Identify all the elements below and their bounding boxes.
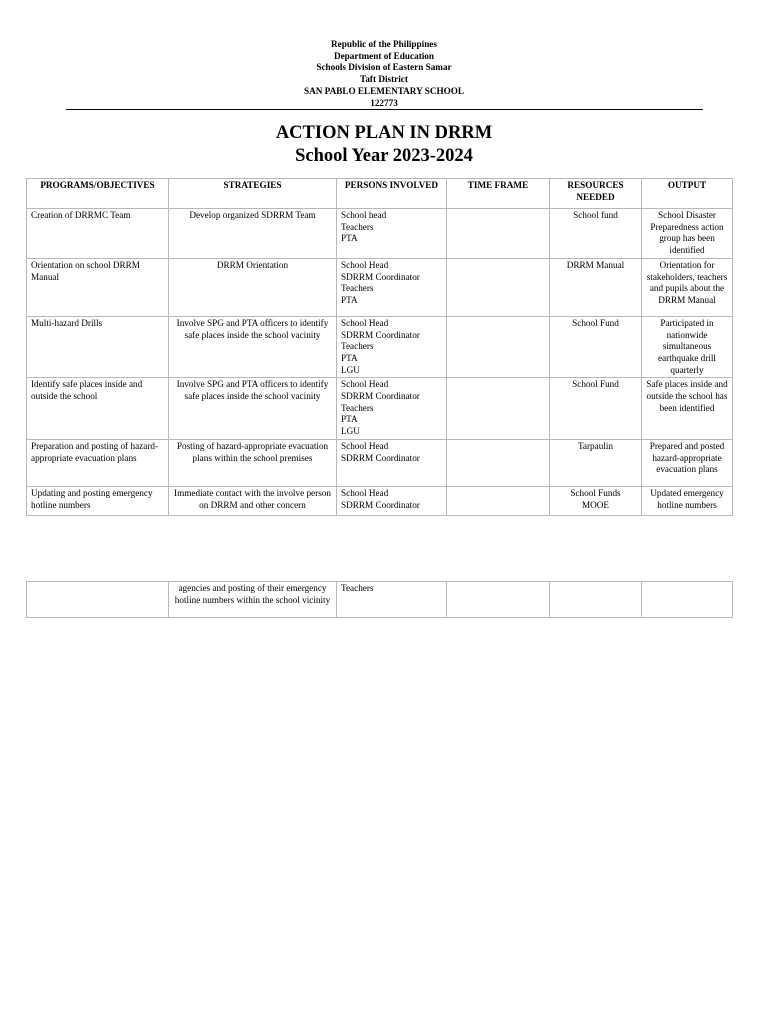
cell-strategy: Involve SPG and PTA officers to identify safe places inside the school vacinity [169, 316, 337, 378]
cell-strategy: Develop organized SDRRM Team [169, 209, 337, 259]
cell-resources: School fund [550, 209, 642, 259]
table-row [27, 582, 733, 618]
letterhead-school: SAN PABLO ELEMENTARY SCHOOL [303, 85, 465, 96]
cell-strategy: DRRM Orientation [169, 258, 337, 316]
cell-persons: Teachers [337, 582, 447, 618]
cell-output: School Disaster Preparedness action group has been identified [642, 209, 733, 259]
letterhead-district: Taft District [360, 74, 408, 85]
letterhead-school-id: 122773 [370, 97, 398, 108]
cell-program: Identify safe places inside and outside the school [27, 378, 169, 440]
cell-time-frame [447, 316, 550, 378]
cell-persons: School Head SDRRM Coordinator Teachers PTA [337, 258, 447, 316]
action-plan-table-continuation [26, 581, 733, 618]
cell-output: Updated emergency hotline numbers [642, 486, 733, 515]
cell-time-frame [447, 209, 550, 259]
cell-time-frame [447, 378, 550, 440]
cell-persons: School Head SDRRM Coordinator [337, 486, 447, 515]
cell-time-frame [447, 258, 550, 316]
header-persons: PERSONS INVOLVED [337, 179, 447, 209]
header-output: OUTPUT [642, 179, 733, 209]
letterhead-country: Republic of the Philippines [331, 39, 437, 49]
cell-output [642, 582, 733, 618]
action-plan-table [26, 178, 733, 516]
cell-program: Multi-hazard Drills [27, 316, 169, 378]
cell-strategy: agencies and posting of their emergency hotline numbers within the school vicinity [169, 582, 337, 618]
header-resources: RESOURCES NEEDED [550, 179, 642, 209]
cell-output: Participated in nationwide simultaneous earthquake drill quarterly [642, 316, 733, 378]
cell-program: Creation of DRRMC Team [27, 209, 169, 259]
table-row [27, 316, 733, 378]
cell-persons: School Head SDRRM Coordinator [337, 439, 447, 486]
table-row [27, 378, 733, 440]
cell-strategy: Posting of hazard-appropriate evacuation plans within the school premises [169, 439, 337, 486]
cell-time-frame [447, 582, 550, 618]
header-strategies: STRATEGIES [169, 179, 337, 209]
cell-output: Orientation for stakeholders, teachers and pupils about the DRRM Manual [642, 258, 733, 316]
cell-output: Prepared and posted hazard-appropriate evacuation plans [642, 439, 733, 486]
title-main: ACTION PLAN IN DRRM [275, 123, 493, 143]
cell-program [27, 582, 169, 618]
table-header-row [27, 179, 733, 209]
table-row [27, 486, 733, 515]
cell-resources: School Fund [550, 316, 642, 378]
document-title [0, 122, 768, 168]
letterhead-division: Schools Division of Eastern Samar [316, 62, 452, 73]
cell-resources [550, 582, 642, 618]
letterhead-divider [66, 109, 703, 110]
table-row [27, 258, 733, 316]
table-row [27, 439, 733, 486]
cell-persons: School Head SDRRM Coordinator Teachers PTA LGU [337, 316, 447, 378]
letterhead [0, 39, 768, 109]
cell-program: Orientation on school DRRM Manual [27, 258, 169, 316]
cell-persons: School Head SDRRM Coordinator Teachers PTA LGU [337, 378, 447, 440]
cell-time-frame [447, 486, 550, 515]
cell-program: Updating and posting emergency hotline numbers [27, 486, 169, 515]
cell-resources: School Funds MOOE [550, 486, 642, 515]
header-programs: PROGRAMS/OBJECTIVES [27, 179, 169, 209]
table-row [27, 209, 733, 259]
cell-resources: DRRM Manual [550, 258, 642, 316]
title-school-year: School Year 2023-2024 [295, 146, 473, 166]
cell-strategy: Involve SPG and PTA officers to identify safe places inside the school vacinity [169, 378, 337, 440]
letterhead-department: Department of Education [333, 50, 435, 61]
cell-resources: Tarpaulin [550, 439, 642, 486]
cell-program: Preparation and posting of hazard-appropriate evacuation plans [27, 439, 169, 486]
cell-output: Safe places inside and outside the school has been identified [642, 378, 733, 440]
cell-strategy: Immediate contact with the involve person on DRRM and other concern [169, 486, 337, 515]
cell-resources: School Fund [550, 378, 642, 440]
cell-time-frame [447, 439, 550, 486]
header-time-frame: TIME FRAME [447, 179, 550, 209]
cell-persons: School head Teachers PTA [337, 209, 447, 259]
